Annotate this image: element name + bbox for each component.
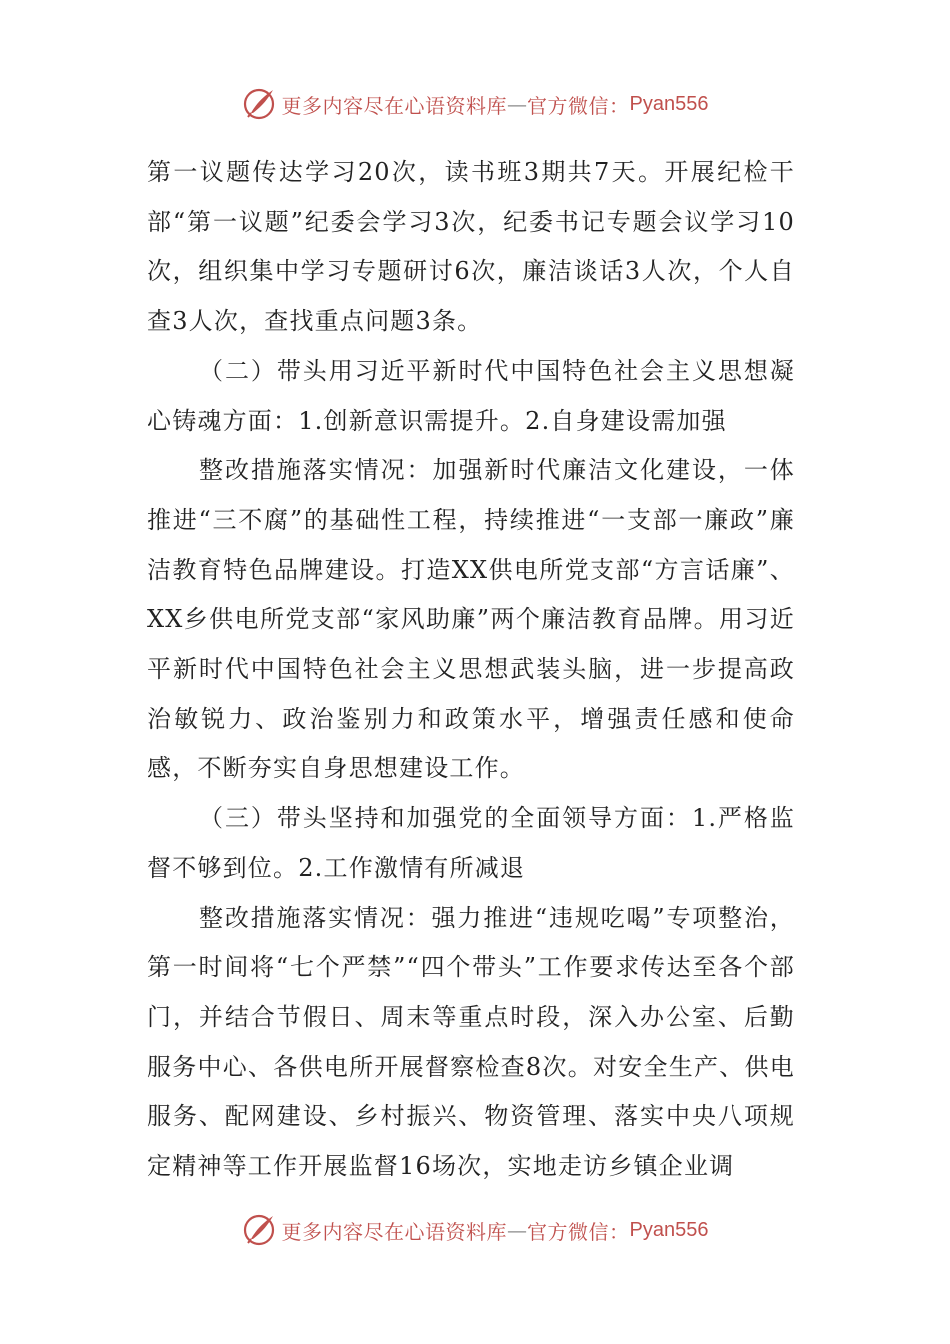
banner-main-text: 更多内容尽在心语资料库	[281, 1219, 508, 1244]
document-body	[147, 148, 795, 1192]
footer-watermark-banner	[0, 1210, 950, 1250]
paragraph-5: 整改措施落实情况：强力推进“违规吃喝”专项整治，第一时间将“七个严禁”“四个带头”工作要求传达至各个部门，并结合节假日、周末等重点时段，深入办公室、后勤服务中心、各供电所开展督察检查8次。对安全生产、供电服务、配网建设、乡村振兴、物资管理、落实中央八项规定精神等工作开展监督16场次，实地走访乡镇企业调	[147, 903, 795, 1181]
header-watermark-banner	[0, 84, 950, 124]
quill-pen-logo-icon	[242, 1212, 278, 1248]
banner-wechat-label: 官方微信：	[527, 93, 630, 118]
paragraph-4-heading: （三）带头坚持和加强党的全面领导方面：1.严格监督不够到位。2.工作激情有所减退	[147, 804, 795, 882]
paragraph-2-heading: （二）带头用习近平新时代中国特色社会主义思想凝心铸魂方面：1.创新意识需提升。2.自身建设需加强	[147, 356, 795, 435]
banner-wechat-id: Pyan556	[629, 92, 709, 115]
banner-wechat-label: 官方微信：	[527, 1219, 630, 1244]
paragraph-3: 整改措施落实情况：加强新时代廉洁文化建设，一体推进“三不腐”的基础性工程，持续推进“一支部一廉政”廉洁教育特色品牌建设。打造XX供电所党支部“方言话廉”、XX乡供电所党支部“家风助廉”两个廉洁教育品牌。用习近平新时代中国特色社会主义思想武装头脑，进一步提高政治敏锐力、政治鉴别力和政策水平，增强责任感和使命感，不断夯实自身思想建设工作。	[147, 456, 795, 783]
banner-main-text: 更多内容尽在心语资料库	[281, 93, 508, 118]
banner-wechat-id: Pyan556	[629, 1218, 709, 1241]
banner-dash: —	[507, 1218, 528, 1242]
banner-dash: —	[507, 92, 528, 116]
quill-pen-logo-icon	[242, 86, 278, 122]
paragraph-1: 第一议题传达学习20次，读书班3期共7天。开展纪检干部“第一议题”纪委会学习3次，纪委书记专题会议学习10次，组织集中学习专题研讨6次，廉洁谈话3人次，个人自查3人次，查找重点问题3条。	[147, 158, 795, 336]
